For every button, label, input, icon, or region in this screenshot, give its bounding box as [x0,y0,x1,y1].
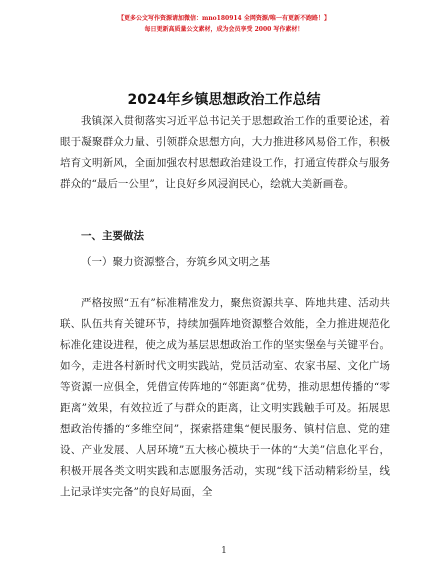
promo-banner-line1: 【更多公文写作资源请加微信：mno180914 全网资源/唯一有更新不跑路！】 [117,15,331,22]
page-number: 1 [221,546,227,556]
document-title: 2024年乡镇思想政治工作总结 [127,92,321,108]
intro-paragraph: 我镇深入贯彻落实习近平总书记关于思想政治工作的重要论述，着眼于凝聚群众力量、引领群众思想方向，大力推进移风易俗工作，积极培育文明新风，全面加强农村思想政治建设工作，打通宣传群众与服务群众的“最后一公里”，让良好乡风浸润民心，绘就大美新画卷。 [60,115,390,190]
section-heading: 一、主要做法 [81,230,144,242]
body-paragraph: 严格按照“五有”标准精准发力，聚焦资源共享、阵地共建、活动共联、队伍共育关键环节，持续加强阵地资源整合效能，全力推进规范化标准化建设进程，使之成为基层思想政治工作的坚实堡垒与关键平台。如今，走进各村新时代文明实践站，党员活动室、农家书屋、文化广场等资源一应俱全，凭借宣传阵地的“邻距离”优势，推动思想传播的“零距离”效果，有效拉近了与群众的距离，让文明实践触手可及。拓展思想政治传播的“多维空间”，探索搭建集“便民服务、镇村信息、党的建设、产业发展、人居环境”五大核心模块于一体的“大美”信息化平台，积极开展各类文明实践和志愿服务活动，实现“线下活动精彩纷呈，线上记录详实完备”的良好局面，全 [60,297,390,498]
subsection-heading: （一）聚力资源整合，夯筑乡风文明之基 [81,256,270,268]
promo-banner-line2: 每日更新高质量公文素材，成为会员享受 2000 写作素材！ [144,26,304,33]
